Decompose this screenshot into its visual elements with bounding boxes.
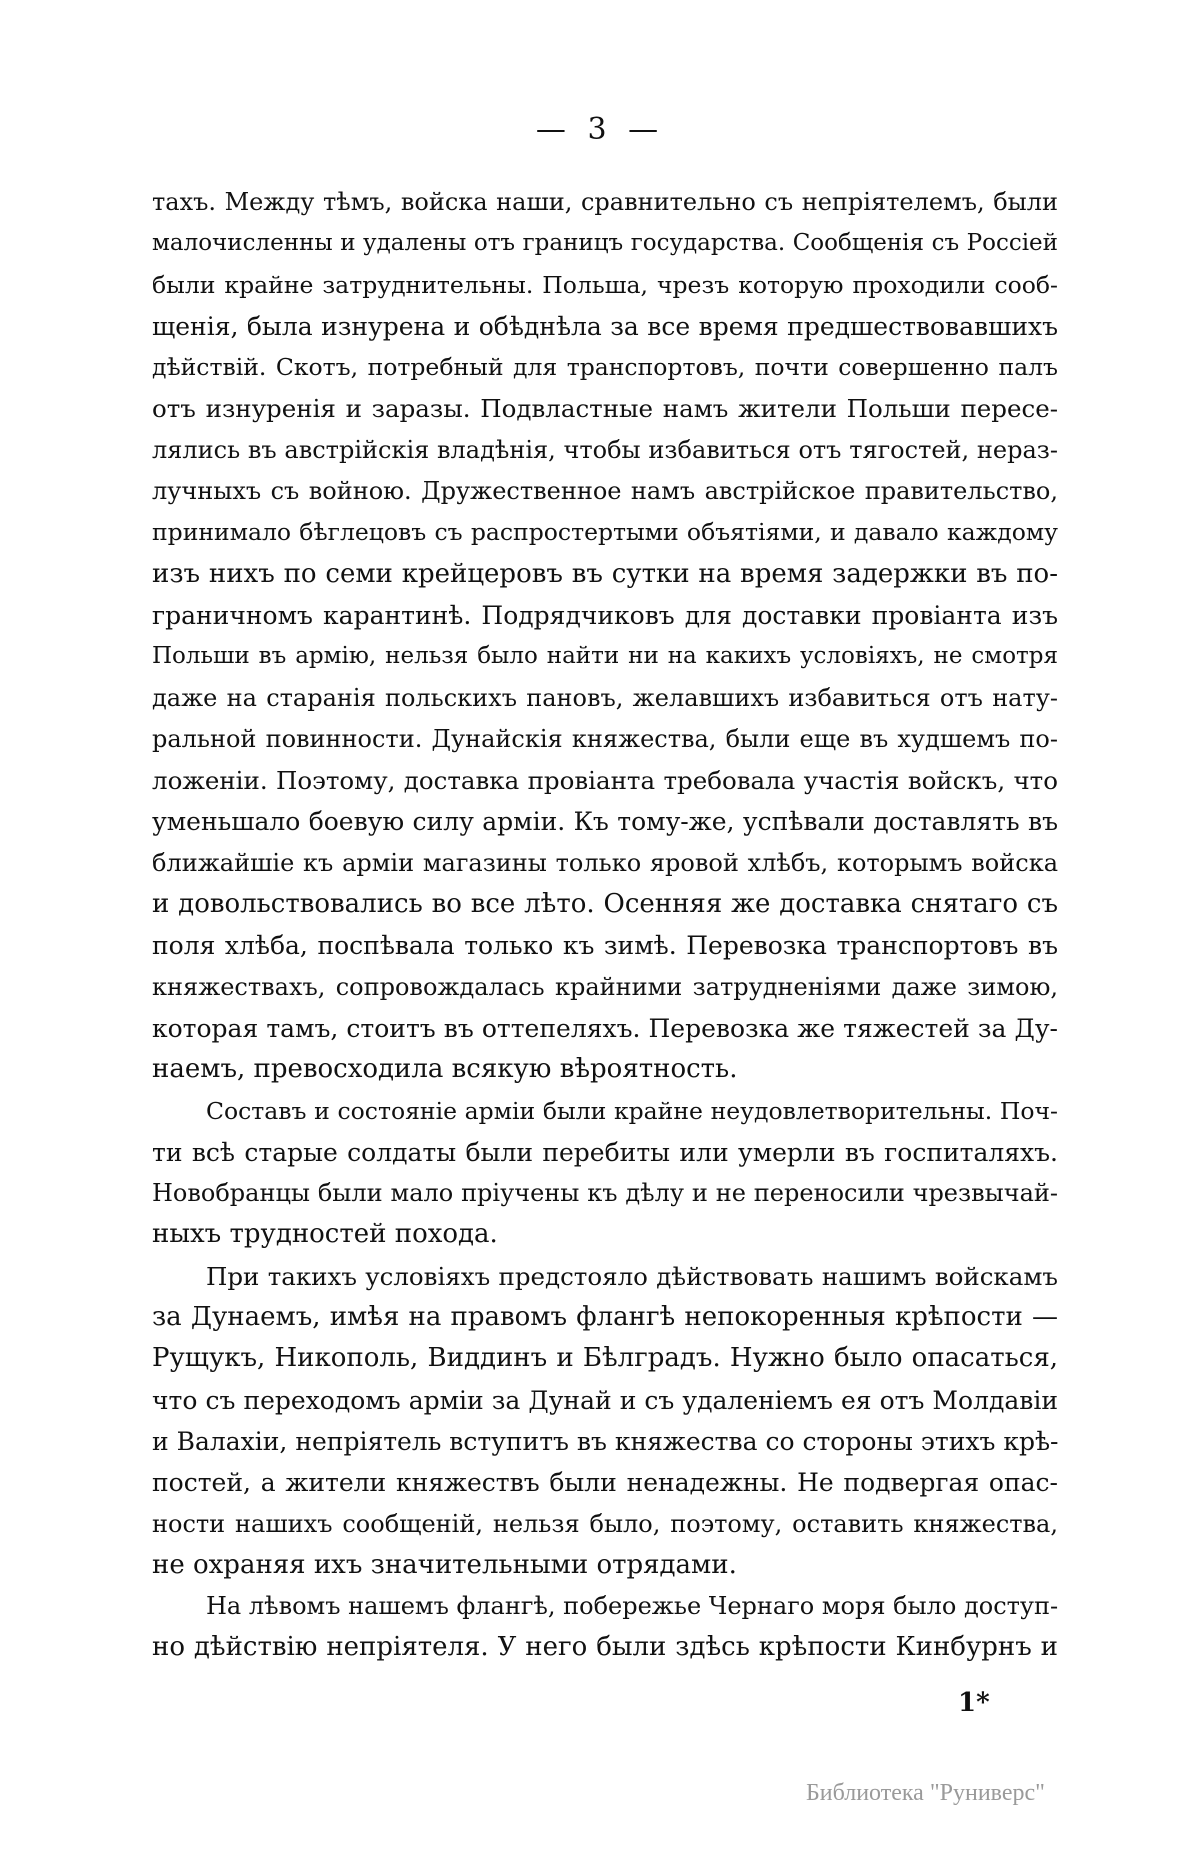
text-line: тахъ. Между тѣмъ, войска наши, сравнительно съ непріятелемъ, были <box>152 188 1058 216</box>
text-line: которая тамъ, стоитъ въ оттепеляхъ. Перевозка же тяжестей за Ду- <box>152 1013 1058 1043</box>
text-line: ныхъ трудностей похода. <box>152 1219 498 1250</box>
text-line: но дѣйствію непріятеля. У него были здѣсь крѣпости Кинбурнъ и <box>152 1632 1058 1663</box>
text-line: Рущукъ, Никополь, Виддинъ и Бѣлградъ. Нужно было опасаться, <box>152 1343 1058 1374</box>
text-line: принимало бѣглецовъ съ распростертыми объятіями, и давало каждому <box>152 518 1058 547</box>
text-line: ральной повинности. Дунайскія княжества, были еще въ худшемъ по- <box>152 724 1058 753</box>
text-line: и довольствовались во все лѣто. Осенняя же доставка снятаго съ <box>152 889 1058 920</box>
text-line: При такихъ условіяхъ предстояло дѣйствовать нашимъ войскамъ <box>206 1261 1058 1291</box>
text-line: и Валахіи, непріятель вступитъ въ княжества со стороны этихъ крѣ- <box>152 1426 1059 1456</box>
text-line: княжествахъ, сопровождалась крайними затрудненіями даже зимою, <box>152 972 1058 1001</box>
text-line: за Дунаемъ, имѣя на правомъ флангѣ непокоренныя крѣпости — <box>152 1302 1058 1333</box>
text-line: уменьшало боевую силу арміи. Къ тому-же, успѣвали доставлять въ <box>152 807 1058 837</box>
text-line: отъ изнуренія и заразы. Подвластные намъ жители Польши пересе- <box>152 394 1058 424</box>
text-line: что съ переходомъ арміи за Дунай и съ удаленіемъ ея отъ Молдавіи <box>152 1385 1058 1415</box>
text-line: были крайне затруднительны. Польша, чрезъ которую проходили сооб- <box>152 270 1058 299</box>
text-line: ности нашихъ сообщеній, нельзя было, поэтому, оставить княжества, <box>152 1509 1058 1538</box>
text-line: дѣйствій. Скотъ, потребный для транспортовъ, почти совершенно палъ <box>152 353 1058 382</box>
text-line: ближайшіе къ арміи магазины только яровой хлѣбъ, которымъ войска <box>152 848 1058 877</box>
text-line: даже на старанія польскихъ пановъ, желавшихъ избавиться отъ нату- <box>152 683 1058 712</box>
text-line: граничномъ карантинѣ. Подрядчиковъ для доставки провіанта изъ <box>152 600 1058 630</box>
text-line: постей, а жители княжествъ были ненадежны. Не подвергая опас- <box>152 1468 1058 1498</box>
text-line: щенія, была изнурена и обѣднѣла за все время предшествовавшихъ <box>152 311 1058 341</box>
body-text <box>152 182 1058 1669</box>
text-line: не охраняя ихъ значительными отрядами. <box>152 1549 737 1580</box>
text-line: Составъ и состояніе арміи были крайне неудовлетворительны. Поч- <box>206 1096 1058 1125</box>
text-line: Новобранцы были мало пріучены къ дѣлу и не переносили чрезвычай- <box>152 1179 1058 1208</box>
text-line: малочисленны и удалены отъ границъ государства. Сообщенія съ Россіей <box>152 230 1058 257</box>
signature-mark: 1* <box>958 1688 990 1718</box>
text-line: наемъ, превосходила всякую вѣроятность. <box>152 1054 738 1085</box>
text-line: Польши въ армію, нельзя было найти ни на какихъ условіяхъ, не смотря <box>152 643 1058 670</box>
text-line: поля хлѣба, поспѣвала только къ зимѣ. Перевозка транспортовъ въ <box>152 931 1058 961</box>
text-line: ти всѣ старые солдаты были перебиты или умерли въ госпиталяхъ. <box>152 1137 1058 1167</box>
text-line: лялись въ австрійскія владѣнія, чтобы избавиться отъ тягостей, нераз- <box>152 435 1058 464</box>
text-line: ложеніи. Поэтому, доставка провіанта требовала участія войскъ, что <box>152 766 1058 796</box>
text-line: лучныхъ съ войною. Дружественное намъ австрійское правительство, <box>152 477 1058 506</box>
library-watermark: Библиотека "Руниверс" <box>806 1780 1045 1806</box>
page-number: — 3 — <box>535 112 665 147</box>
text-line: На лѣвомъ нашемъ флангѣ, побережье Чернаго моря было доступ- <box>206 1592 1059 1621</box>
text-line: изъ нихъ по семи крейцеровъ въ сутки на время задержки въ по- <box>152 558 1058 589</box>
